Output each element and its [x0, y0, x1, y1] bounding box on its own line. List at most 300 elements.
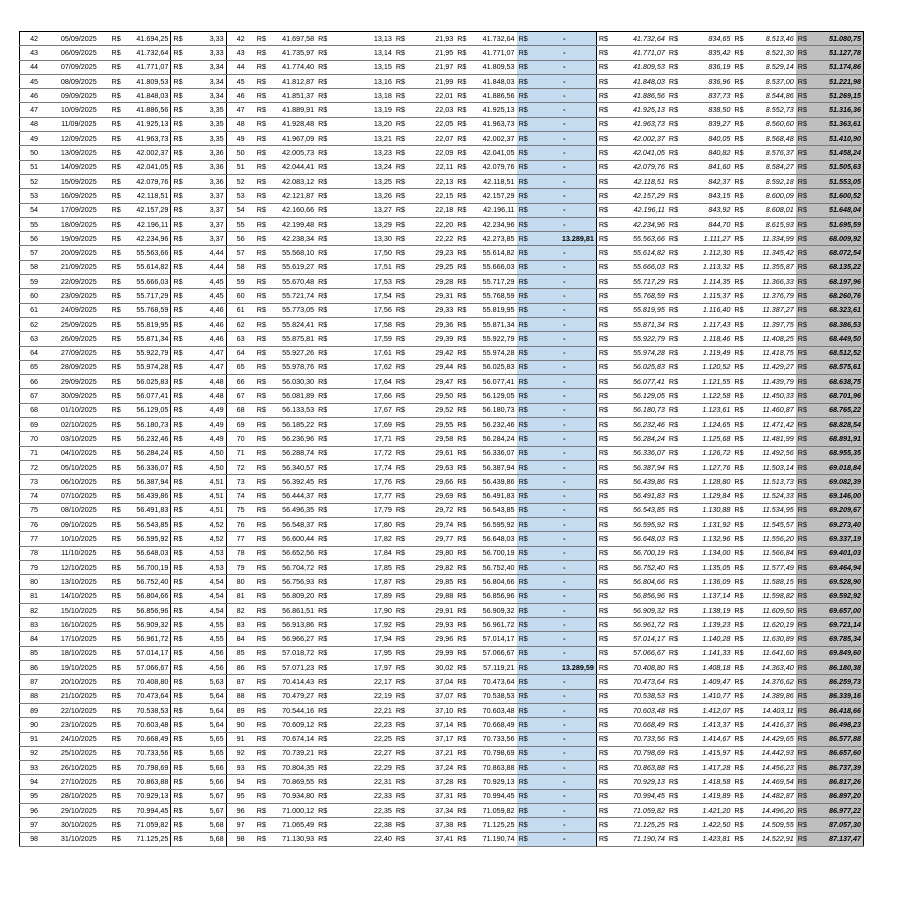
cell-daily-yield: 3,37 — [187, 203, 226, 217]
cell-currency: R$ — [667, 618, 683, 632]
cell-value-e: 22,07 — [410, 132, 455, 146]
table-row — [20, 160, 864, 174]
table-row — [20, 146, 864, 160]
cell-balance-after-yield: 71.130,93 — [271, 832, 316, 846]
cell-currency: R$ — [171, 546, 187, 560]
cell-value-f: 70.538,53 — [472, 689, 517, 703]
cell-currency: R$ — [171, 689, 187, 703]
cell-value-e: 22,05 — [410, 117, 455, 131]
cell-value-h: 41.732,64 — [613, 32, 667, 46]
cell-day-number: 59 — [20, 275, 49, 289]
cell-value-d: 17,51 — [332, 260, 393, 274]
cell-value-f: 55.819,95 — [472, 303, 517, 317]
cell-currency: R$ — [110, 418, 126, 432]
cell-currency: R$ — [394, 818, 410, 832]
cell-day-number-2: 56 — [226, 232, 255, 246]
cell-value-f: 70.603,48 — [472, 703, 517, 717]
cell-currency: R$ — [394, 546, 410, 560]
cell-currency: R$ — [596, 589, 612, 603]
cell-value-e: 22,20 — [410, 217, 455, 231]
cell-value-e: 29,96 — [410, 632, 455, 646]
cell-balance-after-yield: 70.544,16 — [271, 703, 316, 717]
cell-currency: R$ — [455, 603, 471, 617]
cell-currency: R$ — [667, 761, 683, 775]
cell-currency: R$ — [517, 632, 533, 646]
cell-daily-yield: 4,49 — [187, 418, 226, 432]
cell-currency: R$ — [255, 460, 271, 474]
cell-total: 69.018,84 — [812, 460, 863, 474]
cell-currency: R$ — [255, 689, 271, 703]
cell-currency: R$ — [517, 661, 533, 675]
cell-currency: R$ — [796, 403, 812, 417]
cell-value-d: 17,61 — [332, 346, 393, 360]
cell-currency: R$ — [255, 260, 271, 274]
cell-currency: R$ — [596, 761, 612, 775]
cell-date: 04/10/2025 — [48, 446, 109, 460]
cell-currency: R$ — [110, 60, 126, 74]
cell-currency: R$ — [171, 303, 187, 317]
cell-contribution: - — [533, 703, 596, 717]
cell-date: 08/09/2025 — [48, 74, 109, 88]
cell-currency: R$ — [455, 532, 471, 546]
cell-day-number: 77 — [20, 532, 49, 546]
cell-currency: R$ — [110, 260, 126, 274]
cell-value-j: 11.524,33 — [749, 489, 796, 503]
cell-day-number-2: 52 — [226, 174, 255, 188]
cell-value-j: 14.522,91 — [749, 832, 796, 846]
cell-value-f: 42.234,96 — [472, 217, 517, 231]
cell-currency: R$ — [394, 575, 410, 589]
cell-day-number-2: 75 — [226, 503, 255, 517]
cell-date: 05/10/2025 — [48, 460, 109, 474]
cell-currency: R$ — [517, 718, 533, 732]
cell-contribution: - — [533, 503, 596, 517]
table-row — [20, 618, 864, 632]
cell-total: 69.785,34 — [812, 632, 863, 646]
cell-currency: R$ — [667, 689, 683, 703]
cell-total: 51.695,59 — [812, 217, 863, 231]
cell-date: 10/10/2025 — [48, 532, 109, 546]
cell-value-d: 13,27 — [332, 203, 393, 217]
cell-date: 15/09/2025 — [48, 174, 109, 188]
cell-currency: R$ — [316, 546, 332, 560]
cell-date: 13/10/2025 — [48, 575, 109, 589]
cell-currency: R$ — [667, 804, 683, 818]
cell-currency: R$ — [796, 589, 812, 603]
cell-currency: R$ — [667, 832, 683, 846]
cell-currency: R$ — [171, 661, 187, 675]
table-row — [20, 174, 864, 188]
cell-value-h: 57.014,17 — [613, 632, 667, 646]
cell-currency: R$ — [394, 203, 410, 217]
cell-day-number-2: 67 — [226, 389, 255, 403]
cell-opening-balance: 57.066,67 — [126, 661, 171, 675]
cell-contribution: - — [533, 246, 596, 260]
cell-contribution: - — [533, 732, 596, 746]
cell-currency: R$ — [667, 446, 683, 460]
cell-currency: R$ — [110, 103, 126, 117]
cell-currency: R$ — [255, 761, 271, 775]
cell-value-j: 11.609,50 — [749, 603, 796, 617]
cell-daily-yield: 4,50 — [187, 460, 226, 474]
cell-currency: R$ — [596, 232, 612, 246]
cell-value-j: 8.529,14 — [749, 60, 796, 74]
cell-daily-yield: 4,45 — [187, 275, 226, 289]
cell-value-j: 11.345,42 — [749, 246, 796, 260]
cell-day-number-2: 93 — [226, 761, 255, 775]
cell-value-e: 22,01 — [410, 89, 455, 103]
cell-currency: R$ — [517, 217, 533, 231]
cell-opening-balance: 56.129,05 — [126, 403, 171, 417]
cell-date: 22/09/2025 — [48, 275, 109, 289]
cell-currency: R$ — [732, 603, 748, 617]
cell-currency: R$ — [517, 46, 533, 60]
cell-total: 68.828,54 — [812, 418, 863, 432]
cell-total: 69.401,03 — [812, 546, 863, 560]
cell-value-f: 42.157,29 — [472, 189, 517, 203]
cell-currency: R$ — [394, 761, 410, 775]
cell-day-number: 43 — [20, 46, 49, 60]
cell-currency: R$ — [110, 761, 126, 775]
cell-currency: R$ — [796, 146, 812, 160]
cell-daily-yield: 5,65 — [187, 732, 226, 746]
cell-currency: R$ — [171, 475, 187, 489]
cell-currency: R$ — [171, 418, 187, 432]
cell-date: 05/09/2025 — [48, 32, 109, 46]
cell-value-i: 1.125,68 — [683, 432, 732, 446]
cell-day-number-2: 48 — [226, 117, 255, 131]
cell-total: 86.897,20 — [812, 789, 863, 803]
cell-currency: R$ — [110, 89, 126, 103]
cell-date: 02/10/2025 — [48, 418, 109, 432]
cell-currency: R$ — [517, 203, 533, 217]
cell-currency: R$ — [394, 789, 410, 803]
cell-currency: R$ — [732, 260, 748, 274]
cell-value-f: 56.387,94 — [472, 460, 517, 474]
cell-currency: R$ — [171, 703, 187, 717]
cell-daily-yield: 3,37 — [187, 217, 226, 231]
cell-value-e: 29,52 — [410, 403, 455, 417]
cell-currency: R$ — [796, 232, 812, 246]
cell-value-h: 56.232,46 — [613, 418, 667, 432]
cell-day-number: 98 — [20, 832, 49, 846]
cell-balance-after-yield: 55.619,27 — [271, 260, 316, 274]
cell-daily-yield: 4,55 — [187, 618, 226, 632]
cell-value-e: 29,77 — [410, 532, 455, 546]
cell-currency: R$ — [455, 217, 471, 231]
cell-value-h: 55.666,03 — [613, 260, 667, 274]
cell-currency: R$ — [796, 475, 812, 489]
cell-value-i: 1.138,19 — [683, 603, 732, 617]
cell-balance-after-yield: 55.875,81 — [271, 332, 316, 346]
cell-opening-balance: 70.473,64 — [126, 689, 171, 703]
cell-currency: R$ — [394, 74, 410, 88]
cell-value-j: 8.513,46 — [749, 32, 796, 46]
cell-currency: R$ — [394, 332, 410, 346]
cell-daily-yield: 5,64 — [187, 718, 226, 732]
cell-currency: R$ — [455, 446, 471, 460]
cell-value-e: 29,58 — [410, 432, 455, 446]
cell-currency: R$ — [171, 503, 187, 517]
cell-balance-after-yield: 41.928,48 — [271, 117, 316, 131]
cell-currency: R$ — [667, 375, 683, 389]
cell-day-number: 81 — [20, 589, 49, 603]
cell-day-number: 46 — [20, 89, 49, 103]
cell-currency: R$ — [316, 661, 332, 675]
cell-contribution: - — [533, 332, 596, 346]
cell-currency: R$ — [110, 775, 126, 789]
cell-currency: R$ — [255, 117, 271, 131]
cell-currency: R$ — [316, 260, 332, 274]
cell-contribution: - — [533, 46, 596, 60]
cell-currency: R$ — [517, 189, 533, 203]
cell-currency: R$ — [732, 246, 748, 260]
cell-currency: R$ — [455, 489, 471, 503]
cell-contribution: - — [533, 74, 596, 88]
cell-value-i: 843,92 — [683, 203, 732, 217]
cell-currency: R$ — [394, 703, 410, 717]
cell-currency: R$ — [455, 432, 471, 446]
cell-currency: R$ — [255, 275, 271, 289]
cell-total: 68.323,61 — [812, 303, 863, 317]
cell-currency: R$ — [732, 89, 748, 103]
cell-currency: R$ — [596, 403, 612, 417]
cell-currency: R$ — [255, 146, 271, 160]
cell-value-d: 13,26 — [332, 189, 393, 203]
cell-currency: R$ — [455, 289, 471, 303]
cell-currency: R$ — [732, 117, 748, 131]
cell-value-h: 70.603,48 — [613, 703, 667, 717]
cell-currency: R$ — [596, 575, 612, 589]
cell-day-number-2: 43 — [226, 46, 255, 60]
cell-day-number-2: 49 — [226, 132, 255, 146]
cell-date: 11/10/2025 — [48, 546, 109, 560]
cell-currency: R$ — [596, 117, 612, 131]
cell-value-e: 29,61 — [410, 446, 455, 460]
cell-value-i: 844,70 — [683, 217, 732, 231]
cell-daily-yield: 5,67 — [187, 789, 226, 803]
cell-balance-after-yield: 42.044,41 — [271, 160, 316, 174]
table-row — [20, 275, 864, 289]
cell-currency: R$ — [171, 289, 187, 303]
cell-daily-yield: 3,35 — [187, 132, 226, 146]
cell-value-f: 56.491,83 — [472, 489, 517, 503]
cell-total: 86.418,66 — [812, 703, 863, 717]
cell-currency: R$ — [667, 460, 683, 474]
cell-currency: R$ — [455, 703, 471, 717]
cell-value-d: 17,62 — [332, 360, 393, 374]
cell-currency: R$ — [596, 246, 612, 260]
cell-currency: R$ — [596, 346, 612, 360]
cell-currency: R$ — [110, 661, 126, 675]
table-row — [20, 289, 864, 303]
table-row — [20, 418, 864, 432]
cell-value-d: 17,64 — [332, 375, 393, 389]
cell-value-i: 836,96 — [683, 74, 732, 88]
cell-value-d: 17,58 — [332, 317, 393, 331]
cell-day-number: 74 — [20, 489, 49, 503]
cell-day-number-2: 54 — [226, 203, 255, 217]
cell-currency: R$ — [796, 832, 812, 846]
cell-contribution: - — [533, 589, 596, 603]
cell-currency: R$ — [110, 703, 126, 717]
cell-currency: R$ — [796, 189, 812, 203]
cell-currency: R$ — [316, 217, 332, 231]
cell-currency: R$ — [667, 246, 683, 260]
cell-currency: R$ — [316, 518, 332, 532]
cell-currency: R$ — [455, 346, 471, 360]
cell-date: 23/10/2025 — [48, 718, 109, 732]
cell-day-number: 95 — [20, 789, 49, 803]
cell-currency: R$ — [455, 589, 471, 603]
cell-contribution: - — [533, 532, 596, 546]
cell-day-number: 84 — [20, 632, 49, 646]
cell-balance-after-yield: 41.967,09 — [271, 132, 316, 146]
cell-currency: R$ — [732, 689, 748, 703]
cell-currency: R$ — [394, 503, 410, 517]
cell-value-d: 22,38 — [332, 818, 393, 832]
cell-daily-yield: 5,67 — [187, 804, 226, 818]
cell-currency: R$ — [110, 618, 126, 632]
cell-currency: R$ — [732, 174, 748, 188]
cell-total: 51.600,52 — [812, 189, 863, 203]
cell-daily-yield: 4,53 — [187, 546, 226, 560]
cell-currency: R$ — [110, 117, 126, 131]
cell-currency: R$ — [255, 518, 271, 532]
cell-daily-yield: 4,50 — [187, 446, 226, 460]
cell-currency: R$ — [110, 475, 126, 489]
cell-date: 17/10/2025 — [48, 632, 109, 646]
cell-balance-after-yield: 56.600,44 — [271, 532, 316, 546]
cell-currency: R$ — [171, 160, 187, 174]
cell-value-f: 41.963,73 — [472, 117, 517, 131]
cell-currency: R$ — [394, 246, 410, 260]
cell-value-h: 56.752,40 — [613, 560, 667, 574]
cell-value-i: 1.115,37 — [683, 289, 732, 303]
cell-currency: R$ — [394, 675, 410, 689]
cell-value-i: 1.118,46 — [683, 332, 732, 346]
cell-currency: R$ — [316, 503, 332, 517]
cell-value-j: 14.496,20 — [749, 804, 796, 818]
cell-currency: R$ — [732, 217, 748, 231]
cell-value-e: 29,39 — [410, 332, 455, 346]
cell-value-i: 1.129,84 — [683, 489, 732, 503]
cell-opening-balance: 41.886,56 — [126, 103, 171, 117]
cell-currency: R$ — [110, 646, 126, 660]
cell-currency: R$ — [596, 332, 612, 346]
cell-currency: R$ — [110, 532, 126, 546]
spreadsheet-table — [19, 31, 864, 847]
cell-total: 68.072,54 — [812, 246, 863, 260]
cell-value-f: 55.717,29 — [472, 275, 517, 289]
cell-balance-after-yield: 56.496,35 — [271, 503, 316, 517]
cell-currency: R$ — [455, 60, 471, 74]
cell-currency: R$ — [732, 546, 748, 560]
cell-currency: R$ — [732, 703, 748, 717]
cell-currency: R$ — [517, 375, 533, 389]
cell-day-number: 48 — [20, 117, 49, 131]
cell-currency: R$ — [171, 332, 187, 346]
cell-value-d: 13,19 — [332, 103, 393, 117]
cell-value-i: 1.131,92 — [683, 518, 732, 532]
cell-currency: R$ — [255, 661, 271, 675]
cell-date: 25/09/2025 — [48, 317, 109, 331]
cell-daily-yield: 3,33 — [187, 46, 226, 60]
cell-currency: R$ — [316, 174, 332, 188]
cell-currency: R$ — [517, 789, 533, 803]
cell-balance-after-yield: 70.674,14 — [271, 732, 316, 746]
cell-day-number: 79 — [20, 560, 49, 574]
cell-value-i: 841,60 — [683, 160, 732, 174]
cell-currency: R$ — [255, 103, 271, 117]
cell-day-number: 86 — [20, 661, 49, 675]
cell-value-f: 70.668,49 — [472, 718, 517, 732]
cell-currency: R$ — [171, 560, 187, 574]
cell-daily-yield: 4,48 — [187, 389, 226, 403]
cell-currency: R$ — [732, 289, 748, 303]
cell-currency: R$ — [517, 146, 533, 160]
cell-opening-balance: 57.014,17 — [126, 646, 171, 660]
cell-value-e: 29,44 — [410, 360, 455, 374]
cell-currency: R$ — [110, 546, 126, 560]
cell-currency: R$ — [255, 746, 271, 760]
cell-day-number-2: 62 — [226, 317, 255, 331]
cell-total: 69.657,00 — [812, 603, 863, 617]
cell-value-e: 37,31 — [410, 789, 455, 803]
cell-value-f: 70.798,69 — [472, 746, 517, 760]
cell-date: 14/09/2025 — [48, 160, 109, 174]
cell-currency: R$ — [796, 246, 812, 260]
cell-value-i: 1.422,50 — [683, 818, 732, 832]
cell-balance-after-yield: 56.133,53 — [271, 403, 316, 417]
cell-day-number-2: 50 — [226, 146, 255, 160]
cell-date: 28/10/2025 — [48, 789, 109, 803]
cell-currency: R$ — [171, 60, 187, 74]
cell-balance-after-yield: 56.652,56 — [271, 546, 316, 560]
cell-currency: R$ — [316, 203, 332, 217]
cell-currency: R$ — [596, 103, 612, 117]
table-row — [20, 389, 864, 403]
cell-day-number-2: 84 — [226, 632, 255, 646]
cell-currency: R$ — [596, 203, 612, 217]
cell-value-h: 56.595,92 — [613, 518, 667, 532]
cell-value-i: 843,15 — [683, 189, 732, 203]
cell-day-number: 49 — [20, 132, 49, 146]
cell-currency: R$ — [110, 160, 126, 174]
cell-total: 69.146,00 — [812, 489, 863, 503]
cell-currency: R$ — [455, 632, 471, 646]
cell-value-e: 29,63 — [410, 460, 455, 474]
cell-currency: R$ — [596, 46, 612, 60]
cell-total: 68.135,22 — [812, 260, 863, 274]
cell-date: 24/10/2025 — [48, 732, 109, 746]
cell-value-h: 56.439,86 — [613, 475, 667, 489]
cell-value-e: 29,25 — [410, 260, 455, 274]
cell-contribution: - — [533, 575, 596, 589]
cell-opening-balance: 56.439,86 — [126, 489, 171, 503]
cell-currency: R$ — [255, 775, 271, 789]
cell-currency: R$ — [110, 375, 126, 389]
cell-currency: R$ — [171, 189, 187, 203]
cell-currency: R$ — [596, 160, 612, 174]
cell-currency: R$ — [667, 146, 683, 160]
cell-value-d: 13,30 — [332, 232, 393, 246]
cell-value-d: 17,89 — [332, 589, 393, 603]
cell-day-number-2: 69 — [226, 418, 255, 432]
cell-date: 12/09/2025 — [48, 132, 109, 146]
cell-value-e: 37,38 — [410, 818, 455, 832]
cell-currency: R$ — [255, 718, 271, 732]
